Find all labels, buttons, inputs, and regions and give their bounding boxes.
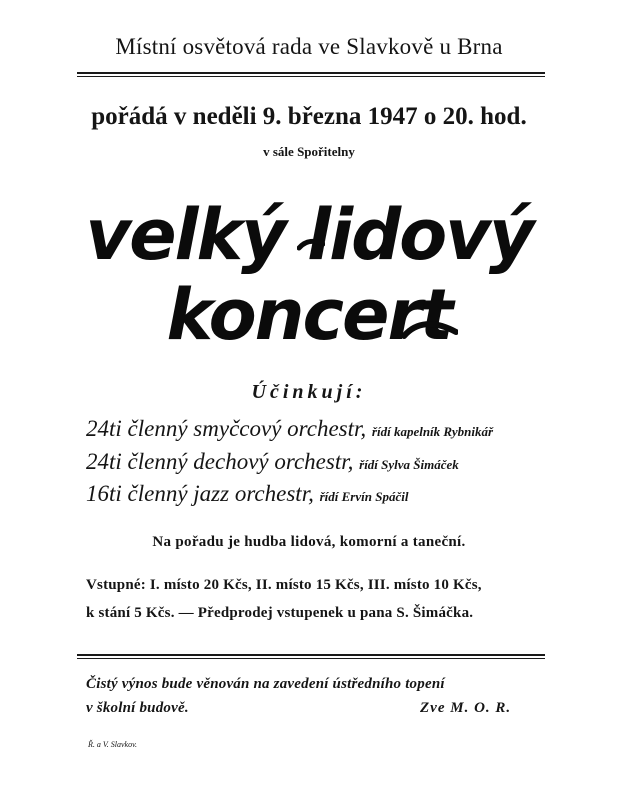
- top-rule-thin: [77, 76, 545, 77]
- title-swash-1: [297, 236, 325, 252]
- invitation-signature: Zve M. O. R.: [420, 700, 512, 716]
- title-line-1: velký lidový: [85, 194, 533, 276]
- ensemble-line: [86, 481, 408, 507]
- date-time-line: pořádá v neděli 9. března 1947 o 20. hod.: [91, 103, 527, 130]
- ensemble-line: [86, 416, 493, 442]
- ensemble-name: 16ti členný jazz orchestr,: [86, 481, 314, 506]
- program-line: Na pořadu je hudba lidová, komorní a taneční.: [152, 534, 466, 550]
- printer-credit: Ř. a V. Slavkov.: [88, 740, 138, 749]
- admission-line-1: Vstupné: I. místo 20 Kčs, II. místo 15 Kčs, III. místo 10 Kčs,: [86, 577, 482, 593]
- proceeds-note-line-1: Čistý výnos bude věnován na zavedení ústředního topení: [86, 676, 445, 692]
- performers-heading: Účinkují:: [251, 381, 367, 403]
- ensemble-conductor: řídí Ervín Spáčil: [319, 489, 409, 504]
- ensemble-name: 24ti členný dechový orchestr,: [86, 449, 354, 474]
- title-swash-2: [402, 318, 458, 342]
- venue-line: v sále Spořitelny: [263, 144, 355, 159]
- ensemble-name: 24ti členný smyčcový orchestr,: [86, 416, 367, 441]
- organizer-heading: Místní osvětová rada ve Slavkově u Brna: [115, 34, 503, 59]
- ensemble-line: [86, 449, 459, 475]
- ensemble-conductor: řídí kapelník Rybnikář: [371, 424, 494, 439]
- title-line-2: koncert: [166, 274, 452, 356]
- top-rule: [77, 72, 545, 74]
- bottom-rule: [77, 654, 545, 656]
- bottom-rule-thin: [77, 658, 545, 659]
- admission-line-2: k stání 5 Kčs. — Předprodej vstupenek u pana S. Šimáčka.: [86, 605, 474, 621]
- proceeds-note-line-2: v školní budově.: [86, 700, 189, 716]
- ensemble-conductor: řídí Sylva Šimáček: [359, 457, 459, 472]
